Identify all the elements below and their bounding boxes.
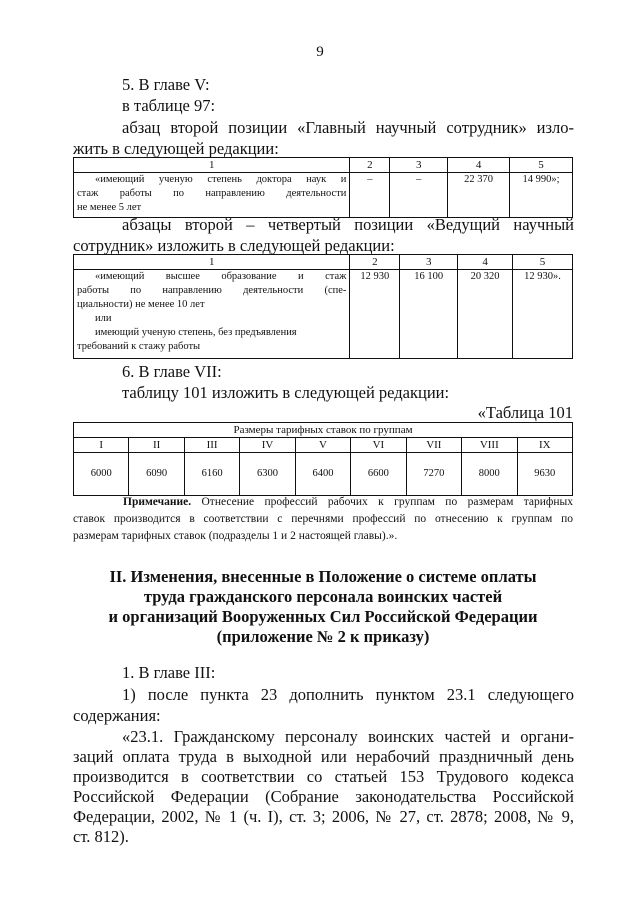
- paragraph-table-101: таблицу 101 изложить в следующей редакции:: [122, 383, 450, 402]
- group-header: VII: [406, 438, 461, 453]
- desc-line: требований к стажу работы: [77, 341, 201, 352]
- page-number: 9: [316, 44, 324, 60]
- col-header: 5: [510, 158, 573, 173]
- table-header-row: [74, 158, 573, 173]
- desc-line: циальности) не менее 10 лет: [77, 299, 205, 310]
- text-line: Федерации, 2002, № 1 (ч. I), ст. 3; 2006, № 27, ст. 2878; 2008, № 9,: [73, 807, 574, 826]
- table-caption: Размеры тарифных ставок по группам: [74, 423, 573, 438]
- table-note: [73, 494, 573, 545]
- heading-line: II. Изменения, внесенные в Положение о системе оплаты: [109, 567, 537, 586]
- table-caption-row: [74, 423, 573, 438]
- col-header: 2: [350, 255, 400, 270]
- cell-value: 6160: [184, 453, 239, 496]
- table-leading-researcher: [73, 254, 573, 359]
- cell-value: –: [350, 173, 390, 218]
- desc-line: «имеющий ученую степень доктора наук и: [95, 174, 347, 185]
- table-tariff-rates: [73, 422, 573, 496]
- cell-value: 6600: [351, 453, 406, 496]
- text-line: производится в соответствии со статьей 153 Трудового кодекса: [73, 767, 574, 786]
- text-line: ст. 812).: [73, 827, 129, 846]
- cell-value: 12 930: [350, 270, 400, 359]
- paragraph-chief-researcher-1: абзац второй позиции «Главный научный сотрудник» изло-: [122, 118, 574, 137]
- note-line: размерам тарифных ставок (подразделы 1 и 2 настоящей главы).».: [73, 530, 398, 542]
- desc-line: или: [95, 313, 112, 324]
- group-header: VI: [351, 438, 406, 453]
- group-header: VIII: [462, 438, 517, 453]
- note-line: [73, 494, 573, 511]
- heading-line: (приложение № 2 к приказу): [216, 627, 430, 646]
- cell-value: 9630: [517, 453, 573, 496]
- paragraph-chapter-7: 6. В главе VII:: [122, 362, 222, 381]
- heading-line: и организаций Вооруженных Сил Российской Федерации: [108, 607, 538, 626]
- position-description: [74, 173, 350, 218]
- desc-line: не менее 5 лет: [77, 202, 142, 213]
- col-header: 2: [350, 158, 390, 173]
- col-header: 1: [74, 255, 350, 270]
- note-text: Отнесение профессий рабочих к группам по размерам тарифных: [191, 496, 573, 508]
- col-header: 5: [513, 255, 573, 270]
- cell-value: 12 930».: [513, 270, 573, 359]
- paragraph-23-1: [73, 727, 574, 847]
- note-line: ставок производится в соответствии с перечнями профессий по отнесению к группам по: [73, 513, 573, 525]
- desc-line: стаж работы по направлению деятельности: [77, 188, 347, 199]
- col-header: 1: [74, 158, 350, 173]
- cell-value: 6000: [74, 453, 129, 496]
- group-header: IV: [240, 438, 295, 453]
- cell-value: 14 990»;: [510, 173, 573, 218]
- desc-line: «имеющий высшее образование и стаж: [95, 271, 347, 282]
- paragraph-leading-researcher-1: абзацы второй – четвертый позиции «Ведущий научный: [122, 215, 574, 234]
- group-header: III: [184, 438, 239, 453]
- cell-value: 7270: [406, 453, 461, 496]
- table-header-row: [74, 438, 573, 453]
- table-row: [74, 270, 573, 359]
- col-header: 4: [458, 255, 513, 270]
- heading-line: труда гражданского персонала воинских частей: [143, 587, 503, 606]
- table-header-row: [74, 255, 573, 270]
- cell-value: 6090: [129, 453, 184, 496]
- paragraph-chief-researcher-2: жить в следующей редакции:: [73, 139, 279, 158]
- table-row: [74, 173, 573, 218]
- cell-value: 20 320: [458, 270, 513, 359]
- cell-value: 22 370: [448, 173, 510, 218]
- table-label: «Таблица 101: [477, 403, 573, 422]
- position-description: [74, 270, 350, 359]
- paragraph-item-1-line1: 1) после пункта 23 дополнить пунктом 23.1 следующего: [122, 685, 574, 704]
- section-heading: [73, 567, 573, 647]
- table-chief-researcher: [73, 157, 573, 218]
- col-header: 4: [448, 158, 510, 173]
- desc-line: имеющий ученую степень, без предъявления: [95, 327, 297, 338]
- desc-line: работы по направлению деятельности (спе-: [77, 285, 347, 296]
- text-line: заций оплата труда в выходной или нерабочий праздничный день: [73, 747, 574, 766]
- cell-value: 6300: [240, 453, 295, 496]
- paragraph-table-97: в таблице 97:: [122, 96, 216, 115]
- text-line: «23.1. Гражданскому персоналу воинских частей и органи-: [122, 727, 574, 746]
- group-header: I: [74, 438, 129, 453]
- paragraph-chapter-3: 1. В главе III:: [122, 663, 216, 682]
- text-line: Российской Федерации (Собрание законодательства Российской: [73, 787, 574, 806]
- cell-value: –: [390, 173, 448, 218]
- cell-value: 6400: [295, 453, 350, 496]
- col-header: 3: [390, 158, 448, 173]
- group-header: V: [295, 438, 350, 453]
- table-row: [74, 453, 573, 496]
- paragraph-item-1-line2: содержания:: [73, 706, 161, 725]
- paragraph-leading-researcher-2: сотрудник» изложить в следующей редакции:: [73, 236, 395, 255]
- paragraph-chapter-5: 5. В главе V:: [122, 75, 210, 94]
- note-label: Примечание.: [123, 496, 192, 508]
- group-header: IX: [517, 438, 573, 453]
- col-header: 3: [400, 255, 458, 270]
- group-header: II: [129, 438, 184, 453]
- cell-value: 8000: [462, 453, 517, 496]
- cell-value: 16 100: [400, 270, 458, 359]
